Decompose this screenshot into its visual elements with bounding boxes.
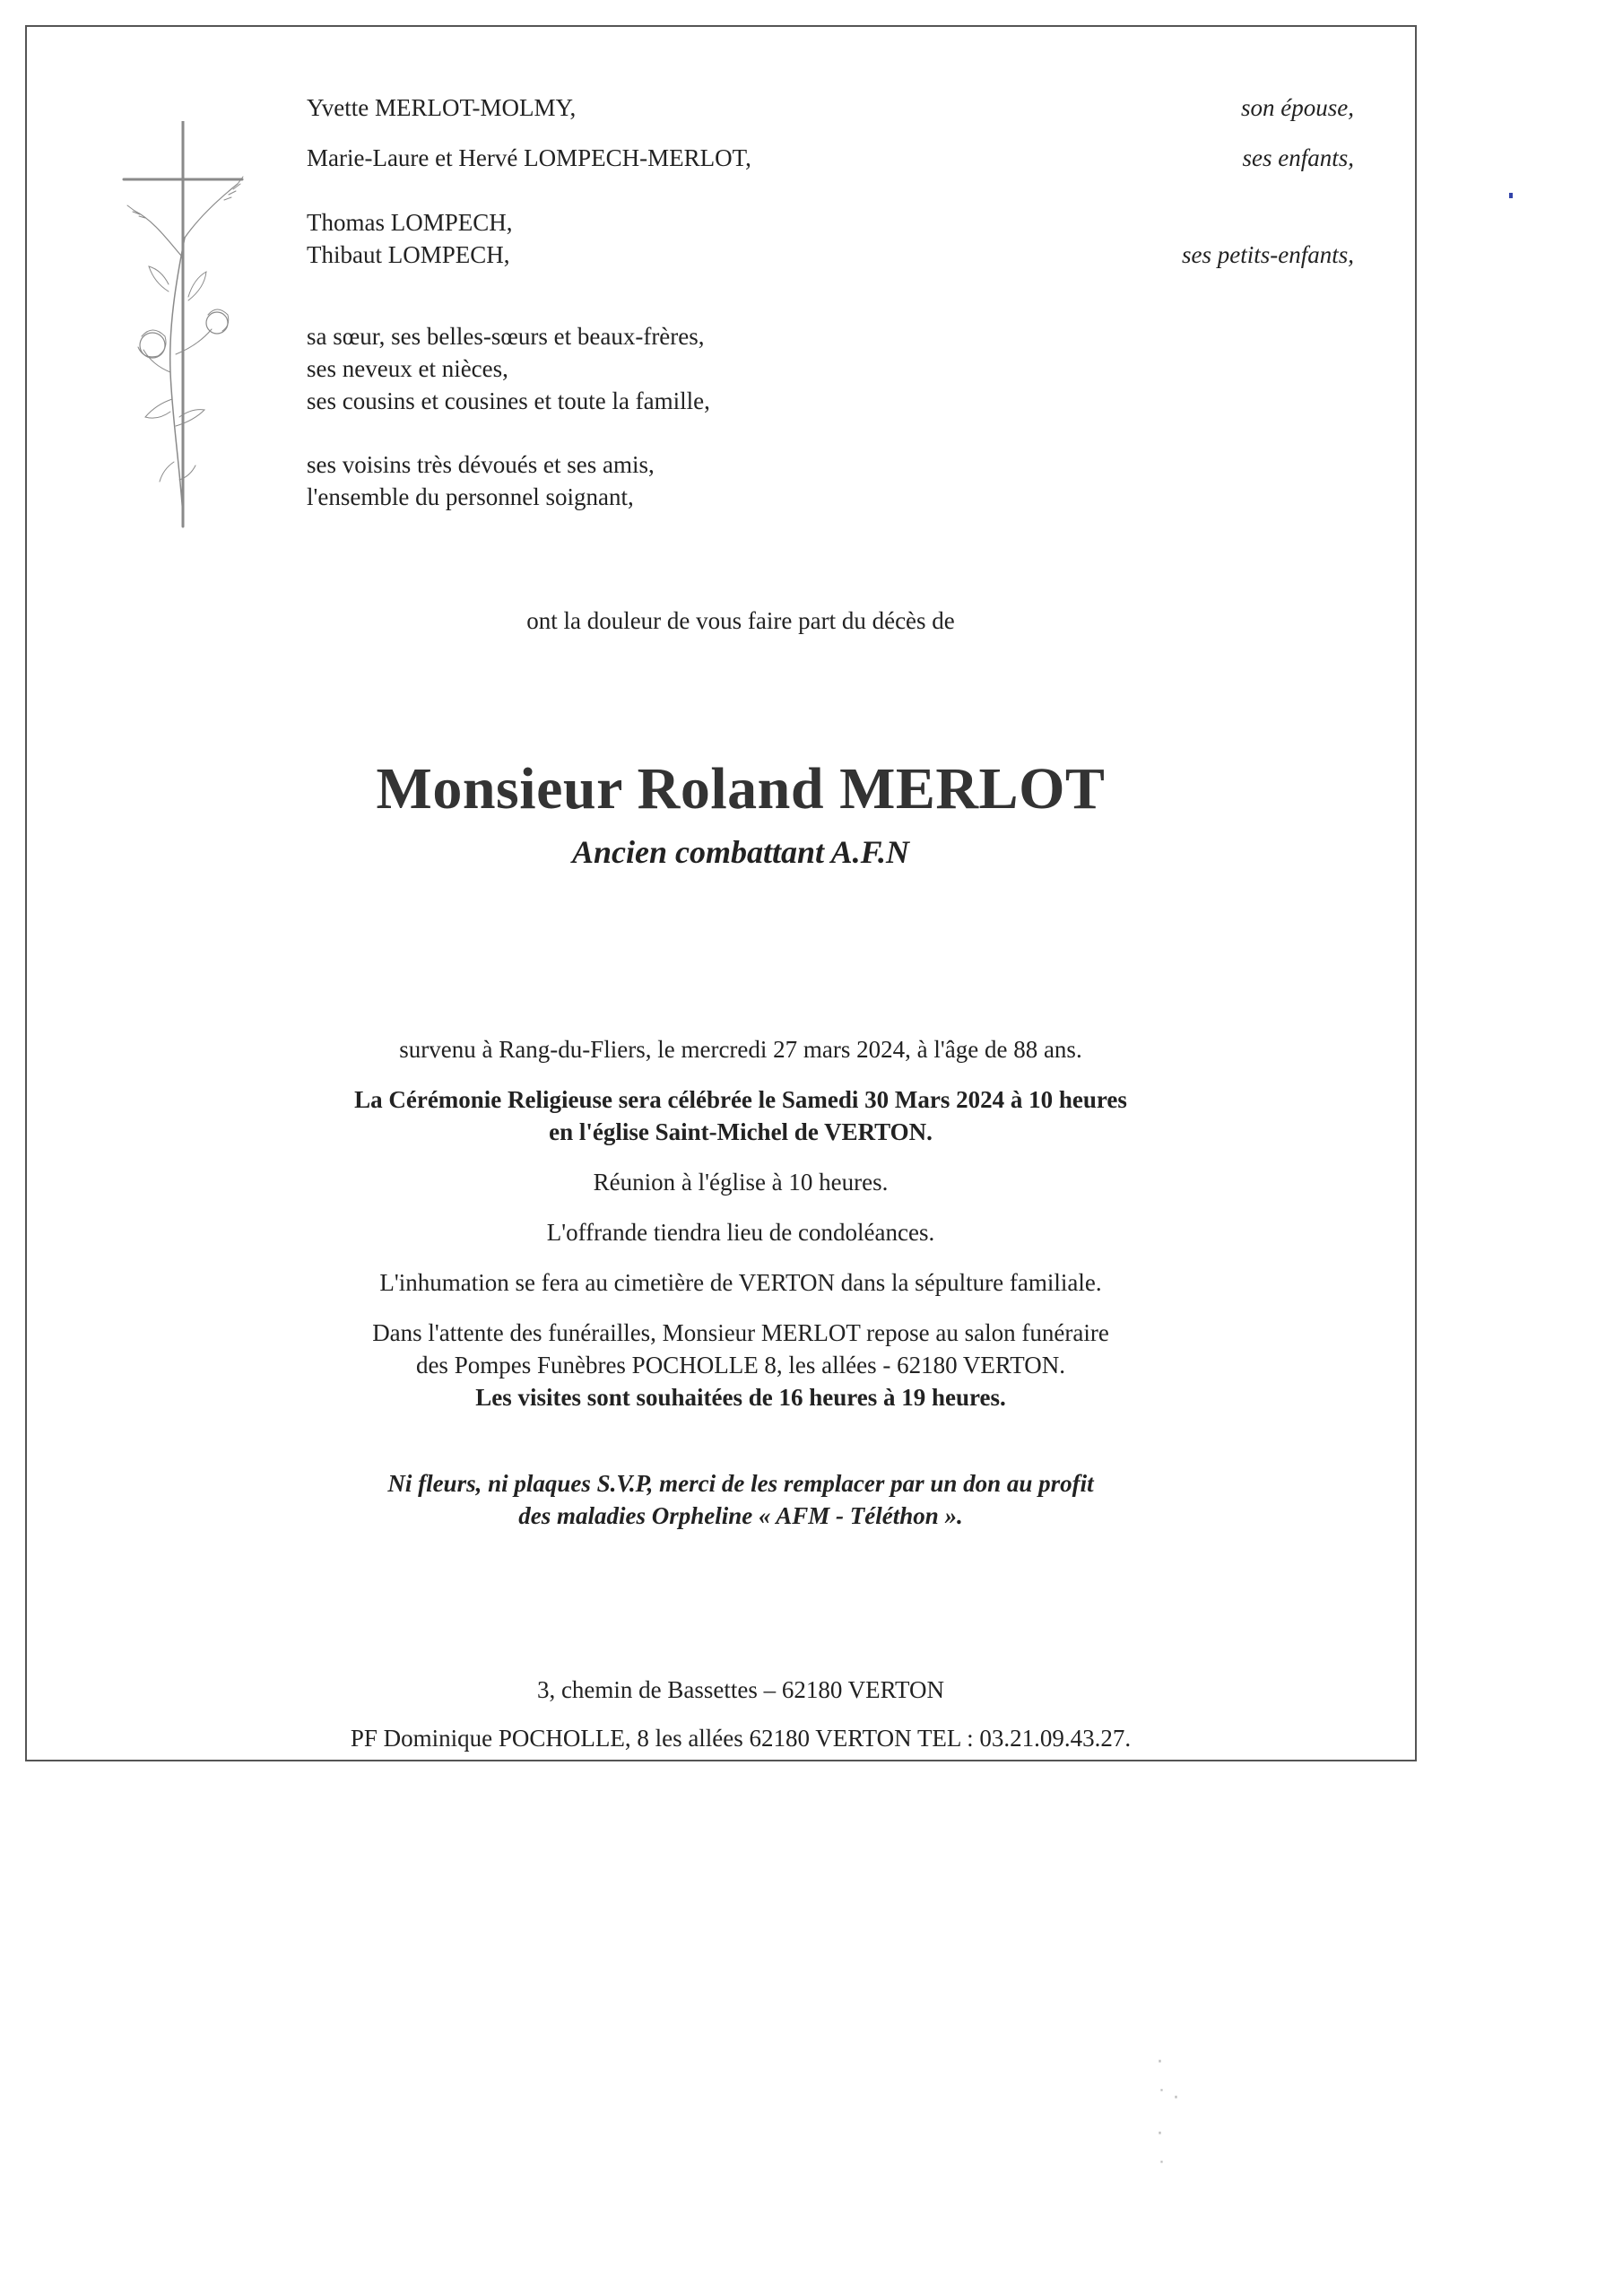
friends-line: ses voisins très dévoués et ses amis,: [307, 451, 655, 478]
burial-line: L'inhumation se fera au cimetière de VERTON dans la sépulture familiale.: [379, 1269, 1102, 1296]
cross-flower-icon: [117, 121, 260, 534]
grandchild-name: Thibaut LOMPECH,: [307, 241, 510, 268]
rest-line: des Pompes Funèbres POCHOLLE 8, les allées - 62180 VERTON.: [415, 1352, 1066, 1378]
visits-line: Les visites sont souhaitées de 16 heures à 19 heures.: [475, 1384, 1006, 1411]
footer-address: 3, chemin de Bassettes – 62180 VERTON: [536, 1676, 945, 1703]
spouse-name: Yvette MERLOT-MOLMY,: [307, 94, 577, 121]
relatives-line: sa sœur, ses belles-sœurs et beaux-frères,: [307, 323, 705, 350]
offering-line: L'offrande tiendra lieu de condoléances.: [546, 1219, 935, 1246]
ceremony-line: La Cérémonie Religieuse sera célébrée le Samedi 30 Mars 2024 à 10 heures: [354, 1086, 1127, 1113]
scan-noise: · ˙ · · ˙: [1157, 2051, 1179, 2181]
deceased-name: Monsieur Roland MERLOT: [376, 756, 1106, 822]
ceremony-line: en l'église Saint-Michel de VERTON.: [549, 1118, 933, 1145]
deceased-title: Ancien combattant A.F.N: [571, 834, 910, 870]
relatives-line: ses cousins et cousines et toute la famille,: [307, 387, 710, 414]
grandchildren-role: ses petits-enfants,: [1182, 241, 1354, 268]
children-name: Marie-Laure et Hervé LOMPECH-MERLOT,: [307, 144, 751, 171]
children-role: ses enfants,: [1242, 144, 1354, 171]
friends-line: l'ensemble du personnel soignant,: [307, 483, 634, 510]
announcement: ont la douleur de vous faire part du décès de: [526, 607, 955, 634]
death-details: survenu à Rang-du-Fliers, le mercredi 27 mars 2024, à l'âge de 88 ans.: [399, 1036, 1082, 1063]
spouse-role: son épouse,: [1241, 94, 1354, 121]
footer-funeral-home: PF Dominique POCHOLLE, 8 les allées 62180 VERTON TEL : 03.21.09.43.27.: [350, 1725, 1132, 1752]
grandchild-name: Thomas LOMPECH,: [307, 209, 513, 236]
scan-speck: [1509, 193, 1513, 198]
rest-line: Dans l'attente des funérailles, Monsieur MERLOT repose au salon funéraire: [372, 1319, 1109, 1346]
request-line: Ni fleurs, ni plaques S.V.P, merci de les remplacer par un don au profit: [387, 1470, 1094, 1497]
meeting-line: Réunion à l'église à 10 heures.: [593, 1169, 889, 1196]
request-line: des maladies Orpheline « AFM - Téléthon ».: [518, 1502, 963, 1529]
relatives-line: ses neveux et nièces,: [307, 355, 508, 382]
